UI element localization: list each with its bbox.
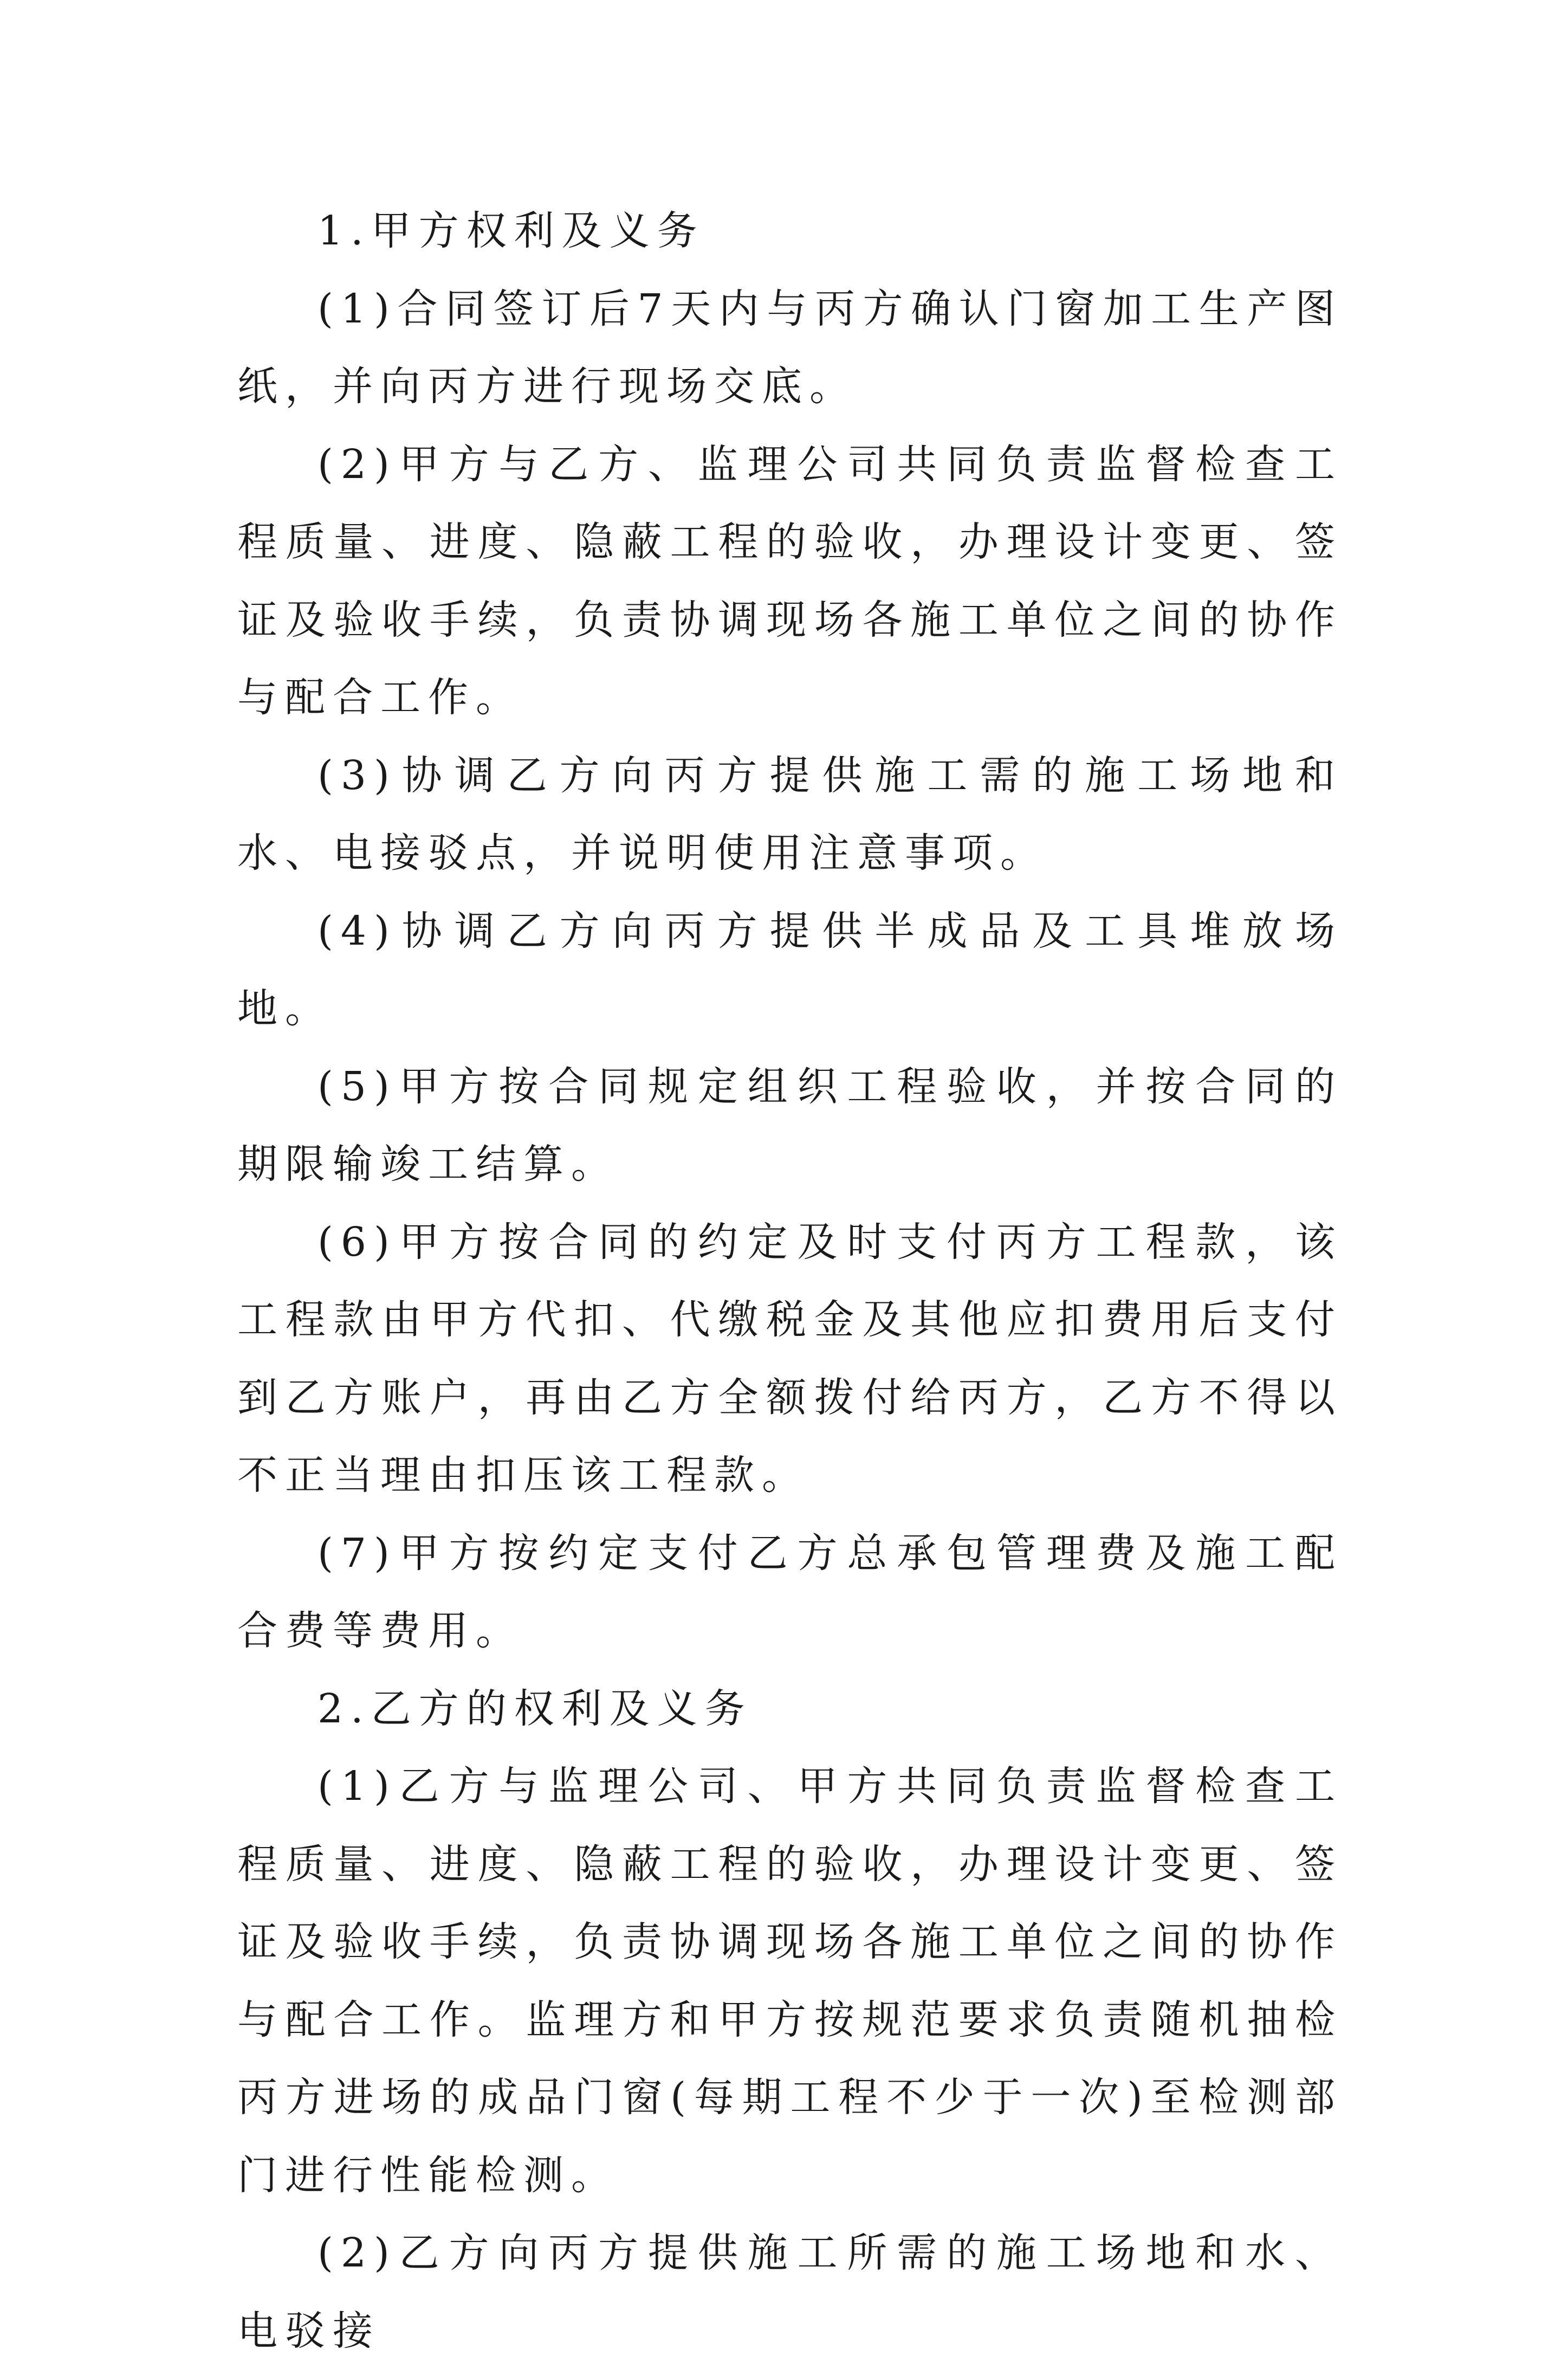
paragraph-a-3: (3)协调乙方向丙方提供施工需的施工场地和水、电接驳点，并说明使用注意事项。: [237, 752, 1343, 876]
section-heading-party-b: 2.乙方的权利及义务: [318, 1685, 753, 1732]
paragraph-a-7: (7)甲方按约定支付乙方总承包管理费及施工配合费等费用。: [237, 1529, 1343, 1654]
paragraph-a-5: (5)甲方按合同规定组织工程验收，并按合同的期限输竣工结算。: [237, 1063, 1343, 1187]
document-body: [237, 192, 1343, 2370]
paragraph-b-1: (1)乙方与监理公司、甲方共同负责监督检查工程质量、进度、隐蔽工程的验收，办理设计变更、签证及验收手续，负责协调现场各施工单位之间的协作与配合工作。监理方和甲方按规范要求负责随机抽检丙方进场的成品门窗(每期工程不少于一次)至检测部门进行性能检测。: [237, 1763, 1343, 2199]
paragraph-a-6: (6)甲方按合同的约定及时支付丙方工程款，该工程款由甲方代扣、代缴税金及其他应扣费用后支付到乙方账户，再由乙方全额拨付给丙方，乙方不得以不正当理由扣压该工程款。: [237, 1218, 1343, 1499]
paragraph-a-1: (1)合同签订后7天内与丙方确认门窗加工生产图纸，并向丙方进行现场交底。: [237, 285, 1343, 410]
paragraph-a-4: (4)协调乙方向丙方提供半成品及工具堆放场地。: [237, 907, 1343, 1032]
paragraph-a-2: (2)甲方与乙方、监理公司共同负责监督检查工程质量、进度、隐蔽工程的验收，办理设计变更、签证及验收手续，负责协调现场各施工单位之间的协作与配合工作。: [237, 441, 1343, 721]
section-heading-party-a: 1.甲方权利及义务: [318, 208, 705, 254]
paragraph-b-2: (2)乙方向丙方提供施工所需的施工场地和水、电驳接: [237, 2230, 1343, 2354]
